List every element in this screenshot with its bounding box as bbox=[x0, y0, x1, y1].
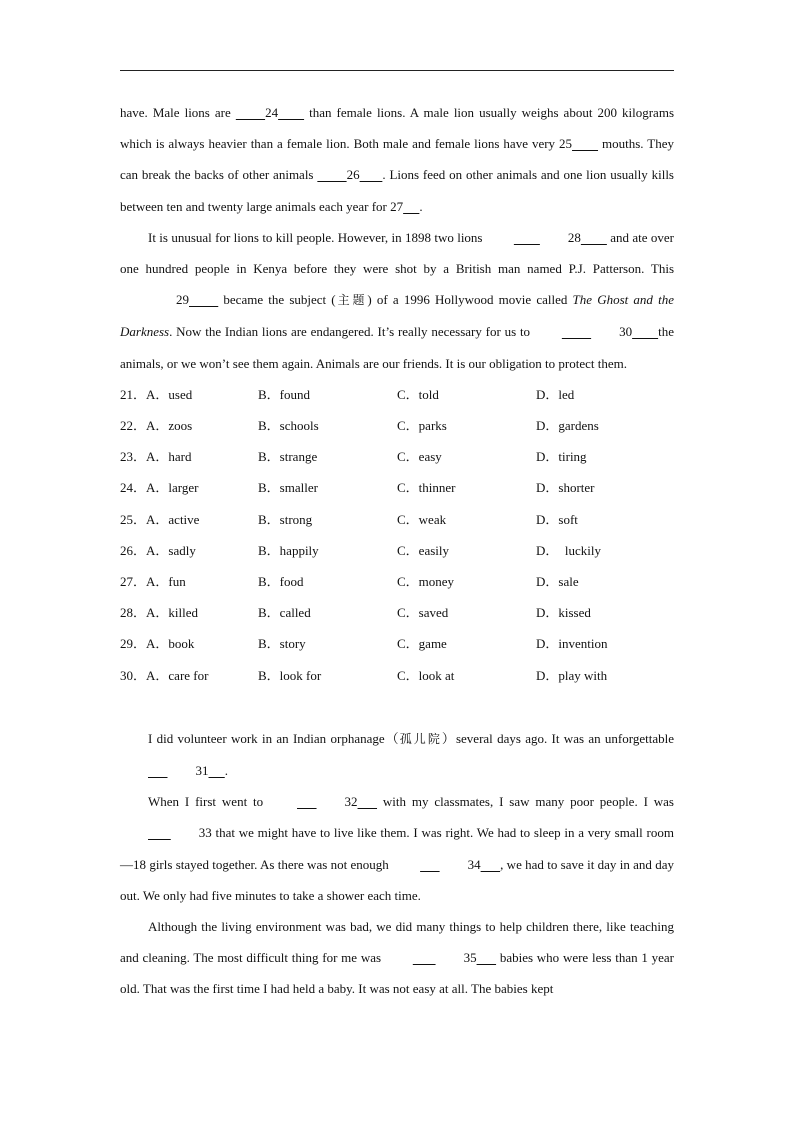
option-b: B．story bbox=[258, 636, 306, 652]
option-a-text: A．active bbox=[146, 511, 200, 527]
chinese-gloss: 主题 bbox=[335, 293, 368, 308]
option-a bbox=[120, 628, 258, 659]
option-b: B．happily bbox=[258, 542, 319, 558]
option-c: C．saved bbox=[397, 605, 449, 621]
blank-27 bbox=[390, 191, 419, 222]
blank-number: 32 bbox=[344, 794, 358, 810]
movie-title: The Ghost and the Darkness bbox=[120, 292, 674, 340]
option-d: D． luckily bbox=[536, 542, 601, 558]
option-d: D．kissed bbox=[536, 605, 591, 621]
option-a-text: A．zoos bbox=[146, 418, 193, 434]
text: It is unusual for lions to kill people. However, in 1898 two lions bbox=[148, 229, 486, 245]
blank-number: 24 bbox=[265, 105, 279, 120]
text: babies who were less than 1 year old. That was the first time I had held a baby. It was not easy at all. The babies kept bbox=[120, 950, 675, 997]
option-b: B．called bbox=[258, 605, 311, 621]
option-row-22 bbox=[120, 410, 674, 441]
option-row-25 bbox=[120, 504, 674, 535]
blank-number: 28 bbox=[567, 229, 581, 245]
text: ）several days ago. It was an unforgettable bbox=[441, 730, 674, 746]
option-a bbox=[120, 379, 258, 410]
option-c: C．told bbox=[397, 386, 439, 402]
blank-24 bbox=[236, 97, 304, 128]
option-d: D．soft bbox=[536, 511, 578, 527]
option-b: B．food bbox=[258, 573, 304, 589]
option-b: B．strange bbox=[258, 449, 318, 465]
option-c: C．easy bbox=[397, 449, 442, 465]
blank-35 bbox=[385, 942, 496, 973]
blank-25 bbox=[559, 128, 598, 159]
blank-33 bbox=[120, 817, 212, 848]
text: that we might have to live like them. I was right. We had to sleep in a very small room—18 girls stayed together. As there was not enough bbox=[120, 825, 674, 872]
option-row-21 bbox=[120, 379, 674, 410]
blank-32 bbox=[269, 786, 377, 817]
question-number: 26． bbox=[120, 542, 147, 558]
option-a bbox=[120, 566, 258, 597]
option-row-28 bbox=[120, 597, 674, 628]
option-a bbox=[120, 441, 258, 472]
passage1-paragraph1 bbox=[120, 97, 674, 222]
option-b: B．found bbox=[258, 386, 311, 402]
option-c: C．game bbox=[397, 636, 447, 652]
option-d: D．shorter bbox=[536, 480, 595, 496]
text: ) of a 1996 Hollywood movie called bbox=[367, 292, 573, 308]
option-d: D．play with bbox=[536, 667, 608, 683]
passage1-paragraph2 bbox=[120, 222, 674, 379]
blank-number: 25 bbox=[559, 136, 573, 152]
option-a bbox=[120, 504, 258, 535]
option-a-text: A．larger bbox=[146, 480, 199, 496]
option-row-29 bbox=[120, 628, 674, 659]
chinese-gloss: 孤儿院 bbox=[399, 731, 442, 746]
option-d: D．tiring bbox=[536, 449, 587, 465]
option-row-26 bbox=[120, 535, 674, 566]
passage2-paragraph3 bbox=[120, 911, 674, 1005]
text: Although the living environment was bad, we did many things to help children there, like teaching and cleaning. The most difficult thing for me was bbox=[120, 918, 674, 966]
text: than female lions. A male lion usually weighs about 200 kilograms which is always heavier than a female lion. Both male and female lions have very bbox=[120, 105, 675, 152]
question-number: 24． bbox=[120, 480, 147, 496]
option-a bbox=[120, 535, 258, 566]
option-a-text: A．used bbox=[146, 386, 193, 402]
option-row-23 bbox=[120, 441, 674, 472]
option-c: C．parks bbox=[397, 418, 447, 434]
option-row-30 bbox=[120, 660, 674, 691]
question-number: 21． bbox=[120, 386, 147, 402]
text: . bbox=[419, 198, 423, 214]
blank-number: 29 bbox=[176, 292, 189, 308]
text: . bbox=[224, 762, 228, 778]
option-d: D．led bbox=[536, 386, 575, 402]
question-number: 30． bbox=[120, 667, 147, 683]
option-a bbox=[120, 472, 258, 503]
passage2-paragraph1 bbox=[120, 723, 674, 786]
option-a bbox=[120, 410, 258, 441]
blank-34 bbox=[392, 849, 500, 880]
option-a-text: A．sadly bbox=[146, 542, 196, 558]
option-a-text: A．hard bbox=[146, 449, 192, 465]
text: the animals, or we won’t see them again. Animals are our friends. It is our obligation to protect them. bbox=[120, 324, 674, 371]
option-b: B．schools bbox=[258, 418, 319, 434]
passage2-paragraph2 bbox=[120, 786, 674, 911]
text: . Lions feed on other animals and one lion usually kills between ten and twenty large animals each year for bbox=[120, 167, 674, 214]
blank-30 bbox=[534, 316, 658, 347]
question-number: 27． bbox=[120, 573, 147, 589]
page-content bbox=[120, 97, 674, 1005]
blank-number: 35 bbox=[463, 950, 477, 966]
text: mouths. They can break the backs of other animals bbox=[120, 136, 674, 183]
blank-31 bbox=[120, 755, 225, 786]
option-d: D．sale bbox=[536, 573, 579, 589]
option-a-text: A．care for bbox=[146, 667, 209, 683]
text: became the subject ( bbox=[218, 292, 336, 308]
option-c: C．thinner bbox=[397, 480, 456, 496]
option-d: D．invention bbox=[536, 636, 608, 652]
question-number: 22． bbox=[120, 418, 147, 434]
option-b: B．look for bbox=[258, 667, 322, 683]
blank-number: 33 bbox=[198, 825, 212, 841]
answer-options bbox=[120, 379, 674, 691]
option-b: B．strong bbox=[258, 511, 313, 527]
option-row-27 bbox=[120, 566, 674, 597]
text: . Now the Indian lions are endangered. It’s really necessary for us to bbox=[169, 324, 534, 340]
option-c: C．look at bbox=[397, 667, 455, 683]
question-number: 29． bbox=[120, 636, 147, 652]
section-gap bbox=[120, 691, 674, 723]
text: and ate over one hundred people in Kenya before they were shot by a British man named P.J. Patterson. This bbox=[120, 229, 674, 277]
blank-number: 26 bbox=[346, 167, 360, 183]
option-row-24 bbox=[120, 472, 674, 503]
option-a-text: A．book bbox=[146, 636, 195, 652]
header-rule bbox=[120, 70, 674, 71]
option-c: C．money bbox=[397, 573, 455, 589]
blank-number: 27 bbox=[390, 198, 404, 214]
blank-28 bbox=[486, 222, 607, 253]
question-number: 25． bbox=[120, 511, 147, 527]
option-b: B．smaller bbox=[258, 480, 318, 496]
blank-number: 31 bbox=[195, 762, 209, 778]
option-a bbox=[120, 660, 258, 691]
blank-29 bbox=[120, 284, 218, 315]
text: I did volunteer work in an Indian orphanage（ bbox=[148, 730, 400, 746]
option-a-text: A．fun bbox=[146, 573, 186, 589]
option-a-text: A．killed bbox=[146, 605, 199, 621]
text: When I first went to bbox=[148, 794, 270, 810]
blank-26 bbox=[317, 159, 382, 190]
question-number: 28． bbox=[120, 605, 147, 621]
option-c: C．weak bbox=[397, 511, 447, 527]
blank-number: 34 bbox=[467, 856, 481, 872]
option-a bbox=[120, 597, 258, 628]
text: , we had to save it day in and day out. We only had five minutes to take a shower each time. bbox=[120, 856, 674, 903]
option-d: D．gardens bbox=[536, 418, 599, 434]
blank-number: 30 bbox=[619, 324, 633, 340]
text: have. Male lions are bbox=[120, 105, 236, 120]
question-number: 23． bbox=[120, 449, 147, 465]
option-c: C．easily bbox=[397, 542, 449, 558]
text: with my classmates, I saw many poor people. I was bbox=[377, 794, 674, 810]
